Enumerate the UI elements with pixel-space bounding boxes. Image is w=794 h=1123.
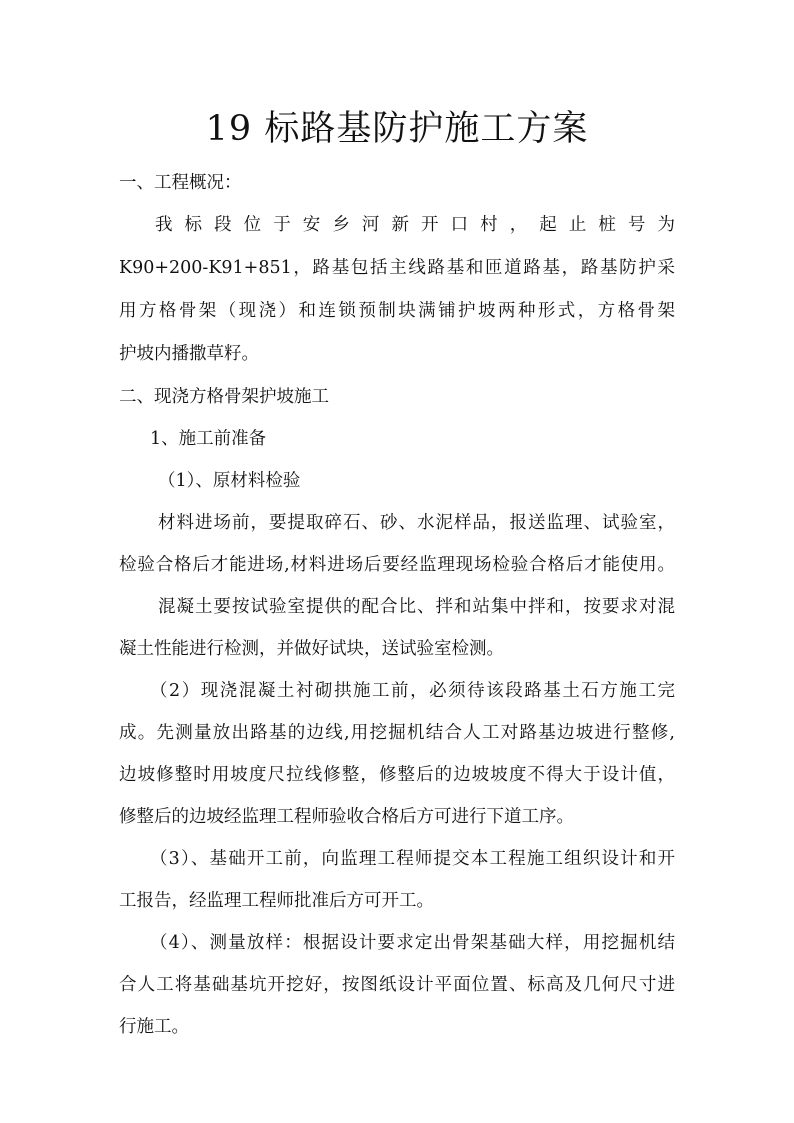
paragraph-line: 边坡修整时用坡度尺拉线修整，修整后的边坡坡度不得大于设计值，	[119, 765, 675, 785]
paragraph-line: 合人工将基础基坑开挖好，按图纸设计平面位置、标高及几何尺寸进	[119, 975, 675, 995]
paragraph-line: 混凝土要按试验室提供的配合比、拌和站集中拌和，按要求对混	[158, 597, 675, 617]
paragraph-line: （2）现浇混凝土衬砌拱施工前，必须待该段路基土石方施工完	[150, 681, 675, 701]
paragraph-line: （4）、测量放样：根据设计要求定出骨架基础大样，用挖掘机结	[150, 933, 675, 953]
document-title: 19 标路基防护施工方案	[205, 109, 589, 149]
paragraph-line: （3）、基础开工前，向监理工程师提交本工程施工组织设计和开	[150, 849, 675, 869]
paragraph-line: 行施工。	[119, 1017, 189, 1037]
item-heading: （1）、原材料检验	[158, 471, 301, 491]
paragraph-line: 凝土性能进行检测，并做好试块，送试验室检测。	[119, 639, 504, 659]
paragraph-line: 我 标 段 位 于 安 乡 河 新 开 口 村 ， 起 止 桩 号 为	[155, 215, 675, 235]
paragraph-line: 工报告，经监理工程师批准后方可开工。	[119, 891, 434, 911]
paragraph-line: 用方格骨架（现浇）和连锁预制块满铺护坡两种形式，方格骨架	[119, 301, 675, 321]
subsection-heading: 1、施工前准备	[150, 429, 267, 449]
section-heading-2: 二、现浇方格骨架护坡施工	[119, 387, 329, 407]
section-heading-1: 一、工程概况：	[119, 173, 242, 193]
paragraph-line: 护坡内播撒草籽。	[119, 344, 259, 364]
paragraph-line: 材料进场前，要提取碎石、砂、水泥样品，报送监理、试验室，	[158, 513, 675, 533]
paragraph-line: 成。先测量放出路基的边线,用挖掘机结合人工对路基边坡进行整修,	[119, 723, 675, 743]
paragraph-line: K90+200-K91+851，路基包括主线路基和匝道路基，路基防护采	[119, 258, 675, 278]
paragraph-line: 修整后的边坡经监理工程师验收合格后方可进行下道工序。	[119, 807, 574, 827]
paragraph-line: 检验合格后才能进场,材料进场后要经监理现场检验合格后才能使用。	[119, 555, 675, 575]
